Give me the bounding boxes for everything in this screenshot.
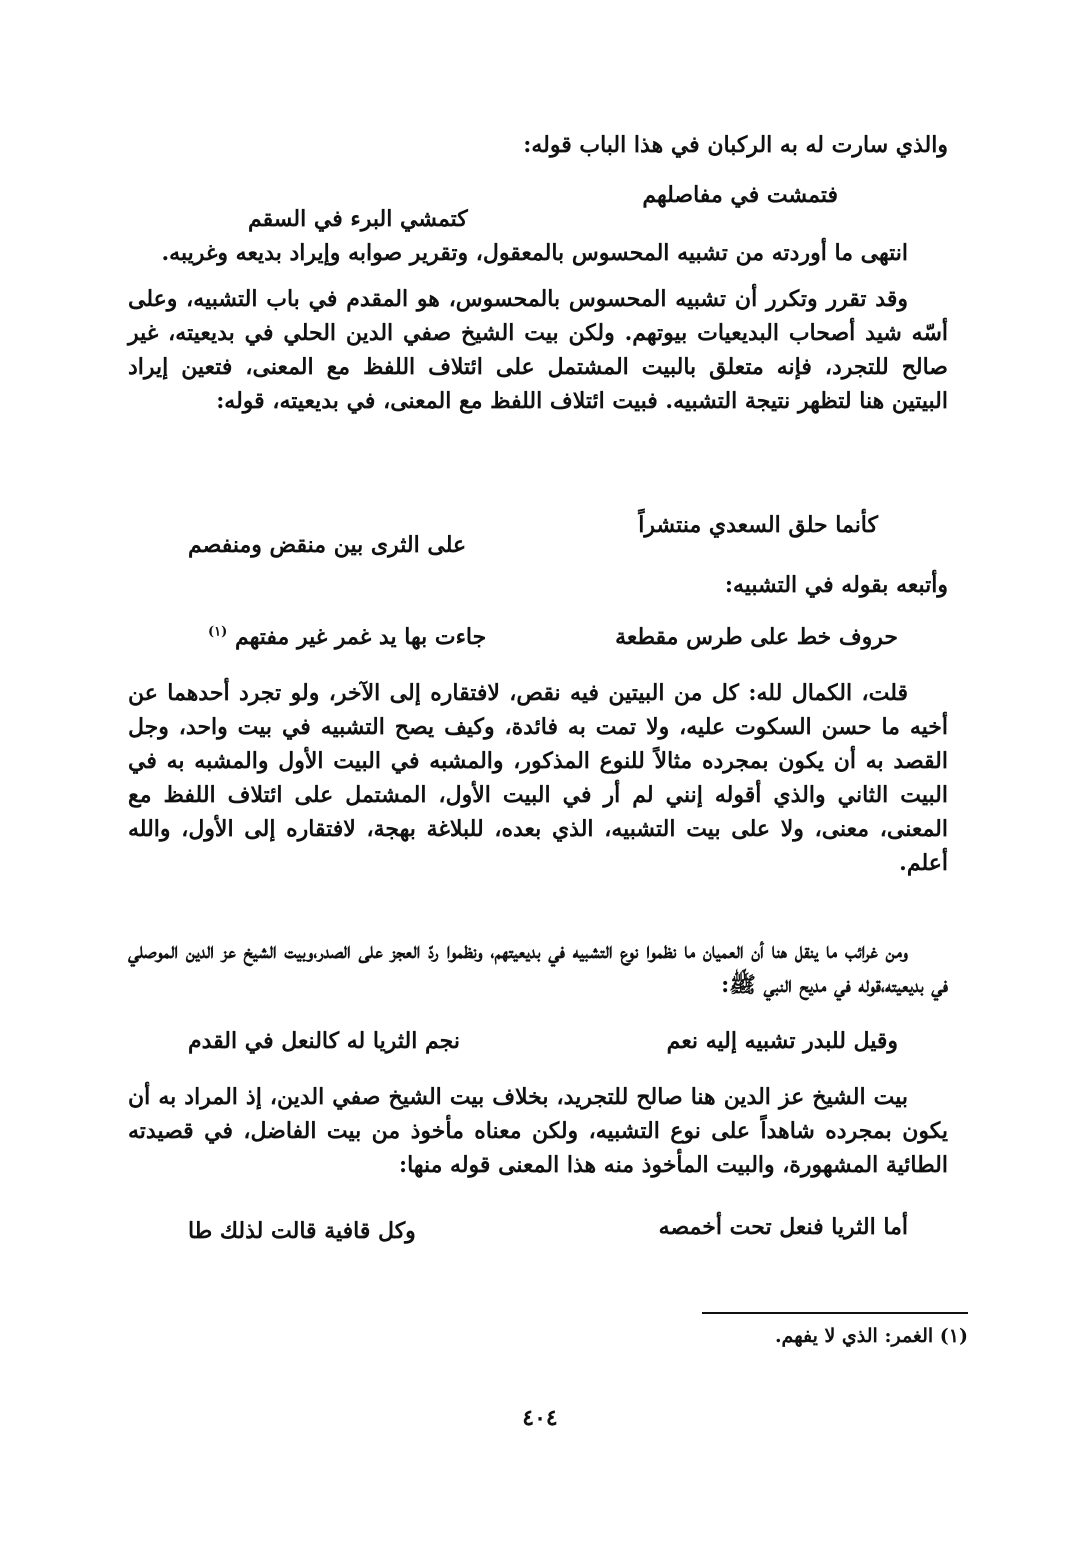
verse-2 (128, 506, 948, 566)
paragraph-4: قلت، الكمال لله: كل من البيتين فيه نقص، لافتقاره إلى الآخر، ولو تجرد أحدهما عن أخيه ما حسن السكوت عليه، ولا تمت به فائدة، وكيف يصح التشبيه في بيت واحد، وجل القصد به أن يكون بمجرده مثالاً للنوع المذكور، والمشبه في البيت الأول والمشبه به في البيت الثاني والذي أقوله إنني لم أر في البيت الأول، المشتمل على ائتلاف اللفظ مع المعنى، معنى، ولا على بيت التشبيه، الذي بعده، للبلاغة بهجة، لافتقاره إلى الأول، والله أعلم. (128, 680, 948, 876)
body-block-4 (128, 934, 948, 1002)
paragraph-6: بيت الشيخ عز الدين هنا صالح للتجريد، بخلاف بيت الشيخ صفي الدين، إذ المراد به أن يكون بمجرده شاهداً على نوع التشبيه، ولكن معناه مأخوذ من بيت الفاضل، في قصيدته الطائية المشهورة، والبيت المأخوذ منه هذا المعنى قوله منها: (128, 1084, 948, 1178)
paragraph-1: انتهى ما أوردته من تشبيه المحسوس بالمعقول، وتقرير صوابه وإيراد بديعه وغريبه. (161, 240, 908, 266)
intro-block (128, 128, 948, 162)
body-block-1 (128, 236, 948, 418)
verse-3-second-hemistich (208, 624, 486, 650)
verse-1-second-hemistich: كتمشي البرء في السقم (248, 206, 468, 232)
verse-5-first-hemistich: أما الثريا فنعل تحت أخمصه (658, 1214, 908, 1240)
verse-1-first-hemistich: فتمشت في مفاصلهم (642, 182, 838, 208)
verse-5 (128, 1212, 948, 1272)
verse-4-second-hemistich: نجم الثريا له كالنعل في القدم (188, 1028, 460, 1054)
footnote-divider (702, 1312, 968, 1314)
verse-4 (128, 1026, 948, 1086)
body-block-3 (128, 676, 948, 880)
verse-2-first-hemistich: كأنما حلق السعدي منتشراً (638, 512, 878, 538)
body-block-5 (128, 1080, 948, 1182)
verse-3 (128, 622, 948, 682)
intro-paragraph: والذي سارت له به الركبان في هذا الباب قوله: (523, 132, 948, 158)
verse-2-second-hemistich: على الثرى بين منقض ومنفصم (188, 532, 467, 558)
verse-1 (128, 180, 948, 240)
paragraph-5: ومن غرائب ما ينقل هنا أن العميان ما نظموا نوع التشبيه في بديعيتهم، ونظموا ردّ العجز على الصدر،وبيت الشيخ عز الدين الموصلي في بديعيته،قوله في مديح النبي ﷺ: (128, 938, 948, 998)
verse-5-second-hemistich: وكل قافية قالت لذلك طا (188, 1218, 416, 1244)
footnote-marker[interactable]: (١) (208, 624, 228, 640)
paragraph-2: وقد تقرر وتكرر أن تشبيه المحسوس بالمحسوس، هو المقدم في باب التشبيه، وعلى أسّه شيد أصحاب البديعيات بيوتهم. ولكن بيت الشيخ صفي الدين الحلي في بديعيته، غير صالح للتجرد، فإنه متعلق بالبيت المشتمل على ائتلاف اللفظ مع المعنى، فتعين إيراد البيتين هنا لتظهر نتيجة التشبيه. فبيت ائتلاف اللفظ مع المعنى، في بديعيته، قوله: (128, 286, 948, 414)
page-number: ٤٠٤ (522, 1405, 558, 1431)
paragraph-3: وأتبعه بقوله في التشبيه: (724, 572, 948, 598)
verse-3-second-text: جاءت بها يد غمر غير مفتهم (234, 624, 487, 650)
body-block-2 (128, 568, 948, 602)
verse-4-first-hemistich: وقيل للبدر تشبيه إليه نعم (666, 1028, 898, 1054)
footnote: (١) الغمر: الذي لا يفهم. (774, 1325, 968, 1347)
verse-3-first-hemistich: حروف خط على طرس مقطعة (615, 624, 898, 650)
